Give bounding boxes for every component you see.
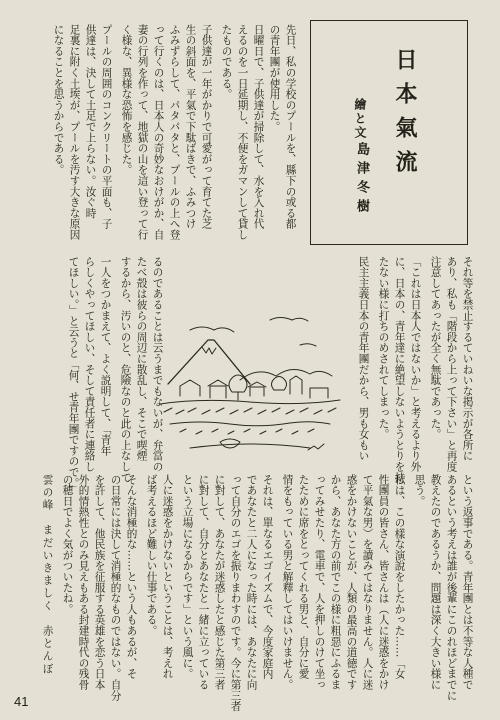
text-column: という返事である。青年團とは不等な人種で — [461, 474, 474, 690]
text-column: そんな消極的な……という人もあるが、そ — [125, 474, 138, 680]
text-column: の青年團が使用した。 — [268, 24, 281, 132]
text-column: たものである。 — [220, 24, 233, 100]
title-box — [310, 20, 468, 245]
text-column: 人に迷惑をかけないということは、考えれ — [161, 474, 174, 680]
article-title: 日本氣流 — [392, 48, 418, 184]
text-column: 注意してあったが全く無駄であった。 — [429, 256, 442, 440]
text-column: に對して、自分とあなたと一緒に立っている — [197, 474, 210, 690]
text-column: らしくやってほしい、そして責任者に連絡し — [83, 256, 96, 472]
text-column: 民主主義日本の青年團だから、男も女もい — [357, 256, 370, 462]
text-column: を許して、他民族を征服する英雄を恋う日本 — [93, 474, 106, 690]
text-column: 教えたのであるうか、問題は深く大きい様に — [429, 474, 442, 690]
text-column: 性團員の皆さん、皆さんは（人に迷惑をかけ — [377, 474, 390, 690]
text-column: プールの周囲のコンクリートの平面も、子 — [100, 24, 113, 230]
text-column: 子供達が一年がかりで可愛がって育てた芝 — [200, 24, 213, 230]
text-column: に、日本の、青年達に絶望しないようとりを持 — [393, 256, 406, 483]
text-column: するから、汚いのと、危險なのと此の上なして — [119, 256, 132, 483]
text-column: 一人をつかまえて、よく説明して、「青年 — [99, 256, 112, 456]
text-column: になることを思うからである。 — [52, 24, 65, 176]
text-column: てほしい。」と云うと「何、せ青年團ですので。」 — [67, 256, 80, 494]
text-column: それ等を禁止するていねいな掲示が各所に — [461, 256, 474, 462]
text-column: 情をもっている男と解釋してはいけません。 — [281, 474, 294, 690]
text-column: から、あなた方の前でこの様に粗惡にふるま — [329, 474, 342, 690]
text-column: 惑をかけないことが、人類の最高の道徳です — [345, 474, 358, 690]
text-column: ってみせたり、電車で、人を押しのけて坐っ — [313, 474, 326, 690]
text-column: るのであることは云うまでもないが、弁當の — [151, 256, 164, 472]
text-column: て平氣な男）を讀みてはなりません。人に迷 — [361, 474, 374, 690]
text-column: 「これは日本人ではないか」と考えるより外 — [409, 256, 422, 472]
page-number: 41 — [14, 694, 29, 709]
text-column: ふみずらして、パタパタと、プールの上へ登 — [168, 24, 181, 240]
text-column: の日常には決して消極的なものではない。自分 — [109, 474, 122, 701]
text-column: に對して、あなたが迷惑したと感じた第三者 — [213, 474, 226, 690]
text-column: という立場になるからです」という風に。 — [181, 474, 194, 680]
byline-role: 繪と文 — [353, 98, 367, 140]
landscape-illustration — [150, 300, 350, 460]
text-column: あるという考えは誰が後輩にこのれほどまでに — [445, 474, 458, 701]
text-column: 日曜日で、子供達が掃除して、水を入れ代 — [252, 24, 265, 230]
text-column: く様な、異様な恐怖を感じた。 — [120, 24, 133, 176]
text-column: 外的情熱性とのみ見えもある封建時代の残骨 — [77, 474, 90, 690]
text-column: たない様に打ちのめされてしまった。 — [377, 256, 390, 440]
text-column: 供達は、決して土足で上らない。汝ぐ時 — [84, 24, 97, 219]
text-column: たべ殻は彼らの周辺に散乱し、そこで喫煙 — [135, 256, 148, 462]
text-column: 妻の行列を作って、地獄の山を這い登って行 — [136, 24, 149, 240]
text-column: えるのを一日延期し、不便をガマンして貸し — [236, 24, 249, 240]
text-column: 思う。 — [413, 474, 426, 507]
text-column: の穂日でよく気がついたね。 — [61, 474, 74, 615]
text-column: それは、單なるエゴイズムで、今度家庭内 — [261, 474, 274, 680]
byline-name: 島津冬樹 — [354, 142, 369, 218]
text-column: 私は、この樣な演說をしたかった……「女 — [393, 474, 406, 680]
text-column: 先日、私の学校のプールを、縣下の或る都 — [284, 24, 297, 230]
text-column: って自分のエゴを振りまわすのです。今に第三者 — [229, 474, 242, 712]
text-column: 足裏に附く土埃が、プールを汚す大きな原因 — [68, 24, 81, 240]
text-column: たために席をとってくれる男と、自分に愛 — [297, 474, 310, 680]
text-column: って行くのは、日本人の奇妙なおけがか、自 — [152, 24, 165, 240]
text-column: ば考えるほど難しい仕事である。 — [145, 474, 158, 636]
text-column: であなたと二人になった時には、あなたに向 — [245, 474, 258, 690]
text-column: あり、私も「階段から上って下さい」と再度 — [445, 256, 458, 472]
haiku-column: 雲の峰 まだいきましく 赤とんぼ — [41, 474, 54, 676]
text-column: 生の斜面を、平氣で下駄ばきで、ふみつけ — [184, 24, 197, 230]
